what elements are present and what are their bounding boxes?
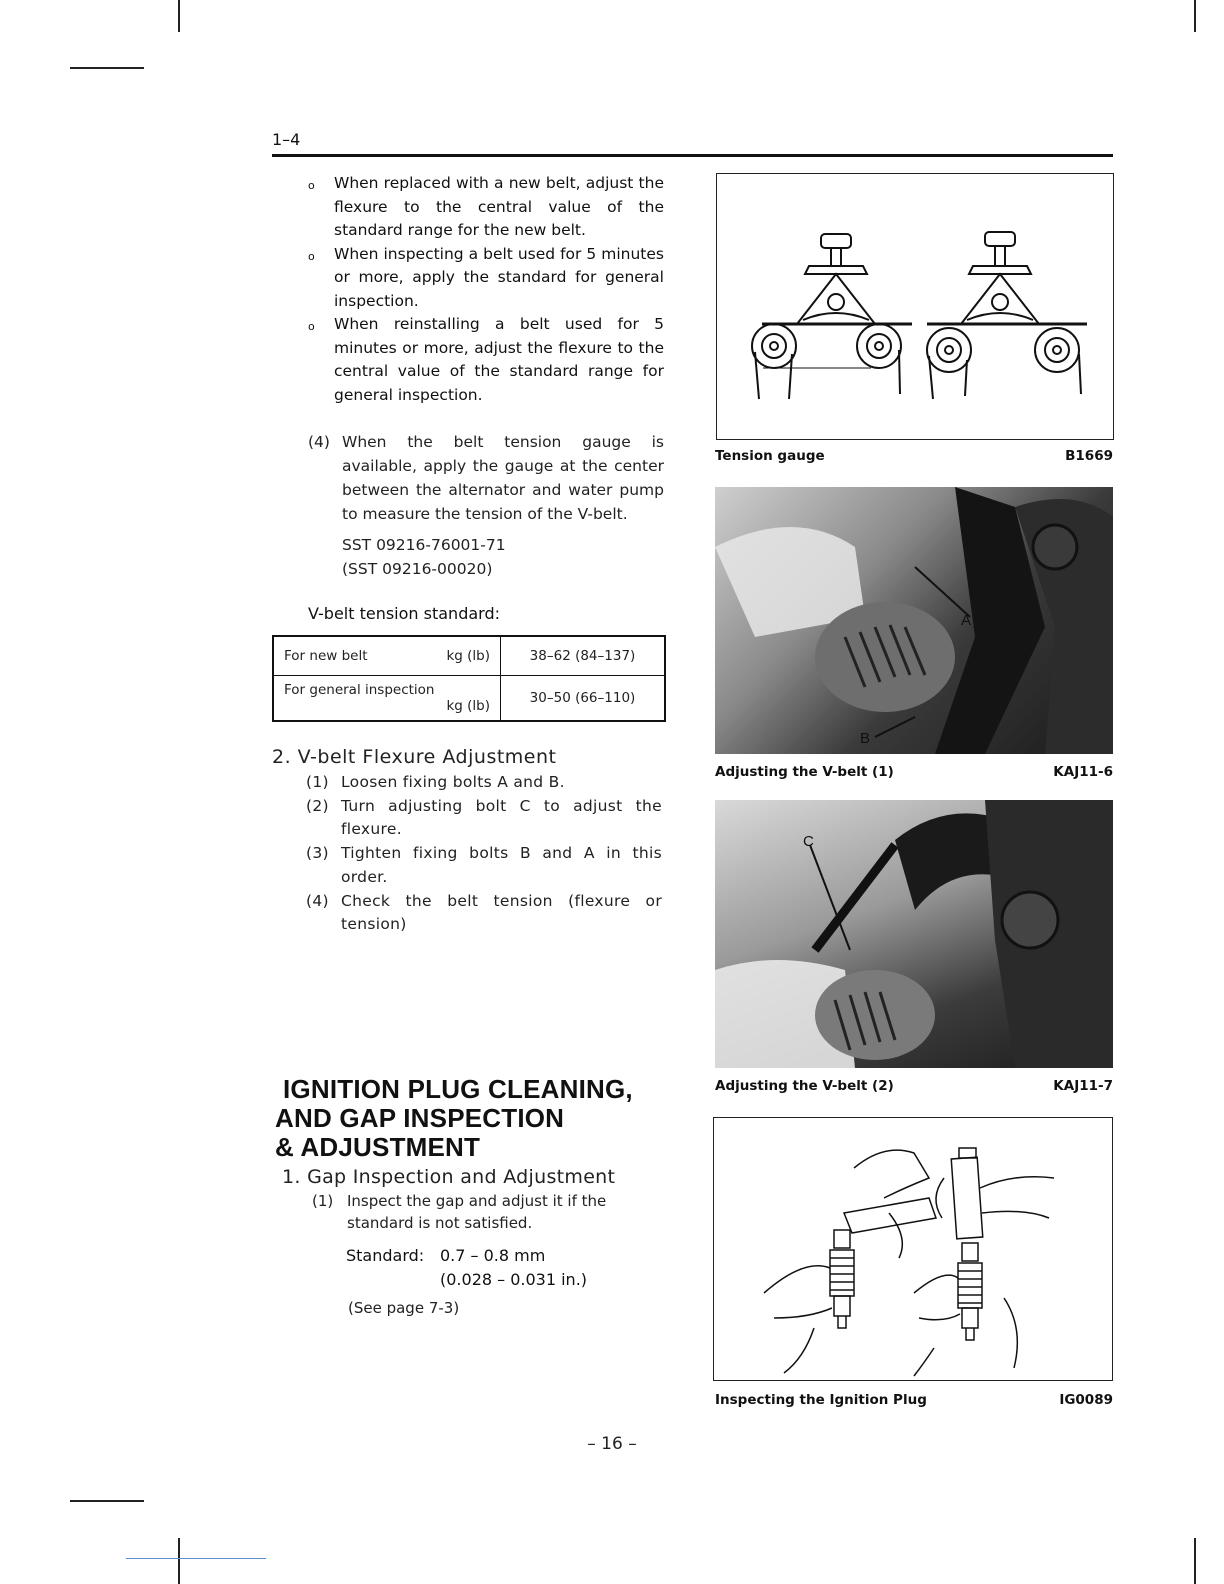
figure-caption (715, 1392, 1113, 1408)
tension-standard-title: V-belt tension standard: (308, 604, 500, 623)
standard-label: Standard: (346, 1246, 425, 1265)
step-text: Tighten fixing bolts B and A in this order. (341, 844, 662, 886)
sst-line-1: SST 09216-76001-71 (342, 536, 506, 554)
see-page-reference: (See page 7-3) (348, 1299, 460, 1317)
list-item (306, 842, 662, 889)
tension-gauge-illustration (717, 174, 1113, 439)
caption-text: Adjusting the V-belt (1) (715, 764, 894, 780)
crop-mark (70, 67, 144, 69)
step-number: (4) (308, 433, 330, 451)
step-4 (308, 430, 664, 526)
figure-caption (715, 1078, 1113, 1094)
bullet-text: When replaced with a new belt, adjust the flexure to the central value of the standard range for the new belt. (334, 174, 664, 239)
heading-line: & ADJUSTMENT (275, 1132, 481, 1162)
gap-step (312, 1190, 664, 1234)
bullet-list (308, 172, 664, 407)
step-number: (3) (306, 844, 329, 863)
bullet-mark: o (308, 179, 315, 192)
list-item (308, 313, 664, 407)
page-number: – 16 – (587, 1434, 637, 1454)
sst-numbers (342, 533, 506, 581)
standard-value-in: (0.028 – 0.031 in.) (440, 1270, 588, 1289)
sst-line-2: (SST 09216-00020) (342, 560, 493, 578)
crop-mark (126, 1558, 266, 1559)
bullet-mark: o (308, 320, 315, 333)
table-row (273, 636, 665, 676)
caption-text: Tension gauge (715, 448, 825, 464)
section-page-number: 1–4 (272, 130, 301, 149)
tension-standard-table (272, 635, 666, 722)
callout-b: B (860, 730, 871, 747)
table-row (273, 676, 665, 722)
crop-mark (70, 1500, 144, 1502)
step-text: Check the belt tension (flexure or tension) (341, 891, 662, 934)
standard-value-mm: 0.7 – 0.8 mm (440, 1246, 546, 1265)
bullet-text: When inspecting a belt used for 5 minutes or more, apply the standard for general inspection. (334, 244, 664, 310)
step-text: Inspect the gap and adjust it if the standard is not satisfied. (347, 1192, 607, 1232)
crop-mark (1194, 0, 1196, 32)
row-value: 30–50 (66–110) (501, 676, 666, 722)
list-item (308, 243, 664, 314)
step-number: (1) (306, 773, 329, 791)
bullet-text: When reinstalling a belt used for 5 minutes or more, adjust the flexure to the central value of the standard range for general inspection. (334, 315, 664, 404)
figure-code: B1669 (1065, 448, 1113, 464)
caption-text: Inspecting the Ignition Plug (715, 1392, 927, 1408)
crop-mark (1194, 1538, 1196, 1584)
row-value: 38–62 (84–137) (501, 636, 666, 676)
heading-line: IGNITION PLUG CLEANING, (283, 1074, 633, 1104)
bullet-mark: o (308, 249, 315, 263)
subsection-title: 1. Gap Inspection and Adjustment (282, 1166, 616, 1188)
list-item (308, 172, 664, 243)
figure-adjusting-vbelt-2 (715, 800, 1113, 1068)
engine-photo-2 (715, 800, 1113, 1068)
section-title: 2. V-belt Flexure Adjustment (272, 746, 557, 768)
step-text: Turn adjusting bolt C to adjust the flexure. (341, 796, 662, 839)
figure-code: KAJ11-7 (1053, 1078, 1113, 1094)
figure-caption (715, 448, 1113, 464)
callout-a: A (961, 612, 972, 629)
header-rule (272, 154, 1113, 157)
crop-mark (178, 1538, 180, 1584)
row-label: For new belt (284, 648, 368, 664)
gap-standard (346, 1244, 587, 1292)
figure-code: IG0089 (1059, 1392, 1113, 1408)
list-item (306, 771, 662, 795)
crop-mark (178, 0, 180, 32)
callout-c: C (803, 833, 814, 850)
row-unit: kg (lb) (446, 648, 490, 664)
step-text: Loosen fixing bolts A and B. (341, 773, 565, 791)
figure-code: KAJ11-6 (1053, 764, 1113, 780)
row-unit: kg (lb) (446, 698, 490, 714)
caption-text: Adjusting the V-belt (2) (715, 1078, 894, 1094)
step-list (306, 771, 662, 937)
table-cell (273, 636, 501, 676)
step-number: (1) (312, 1192, 334, 1210)
figure-caption (715, 764, 1113, 780)
step-number: (2) (306, 796, 329, 815)
step-text: When the belt tension gauge is available, apply the gauge at the center between the alternator and water pump to measure the tension of the V-belt. (342, 433, 664, 523)
step-number: (4) (306, 891, 329, 910)
figure-tension-gauge (716, 173, 1114, 440)
list-item (306, 890, 662, 937)
list-item (306, 795, 662, 842)
ignition-heading (275, 1075, 633, 1162)
row-label: For general inspection (284, 682, 435, 698)
ignition-plug-illustration (714, 1118, 1112, 1380)
figure-adjusting-vbelt-1 (715, 487, 1113, 754)
figure-ignition-plug (713, 1117, 1113, 1381)
engine-photo-1 (715, 487, 1113, 754)
table-cell (273, 676, 501, 722)
heading-line: AND GAP INSPECTION (275, 1103, 565, 1133)
